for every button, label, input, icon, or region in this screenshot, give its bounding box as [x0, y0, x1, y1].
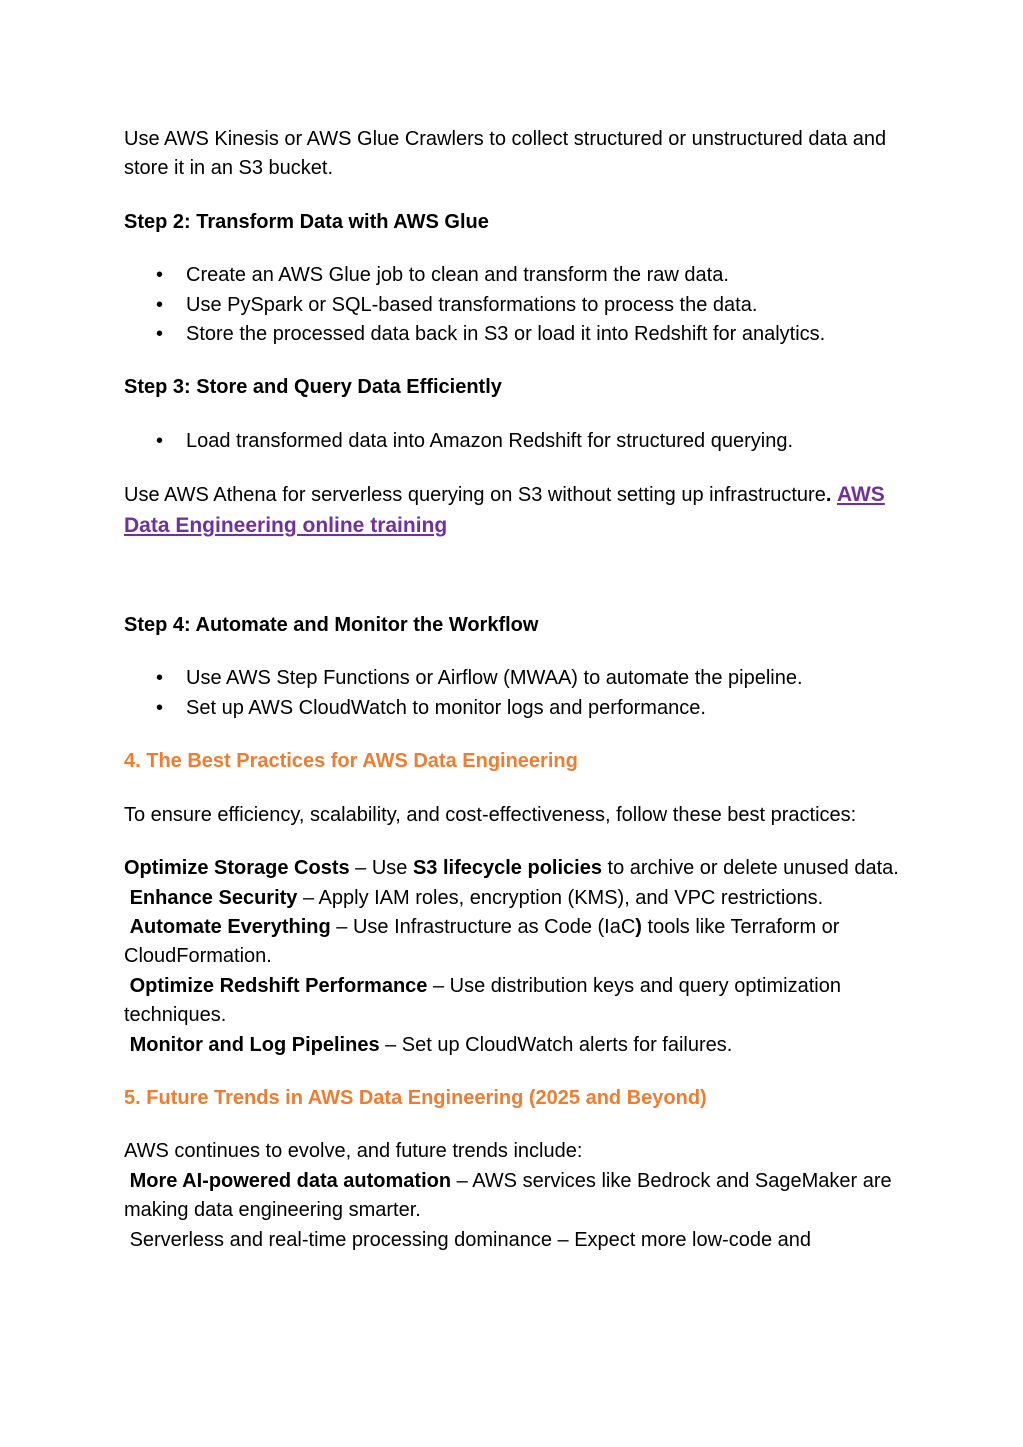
list-item: • Store the processed data back in S3 or load it into Redshift for analytics.	[124, 320, 914, 349]
list-item: • Use PySpark or SQL-based transformations to process the data.	[124, 291, 914, 320]
practice-redshift: Optimize Redshift Performance – Use distribution keys and query optimization techniques.	[124, 974, 841, 1027]
step-3-list	[124, 427, 914, 456]
practice-storage: Optimize Storage Costs – Use S3 lifecycle policies to archive or delete unused data.	[124, 857, 899, 880]
practice-automate: Automate Everything – Use Infrastructure as Code (IaC) tools like Terraform or CloudFormation.	[124, 915, 840, 968]
document-body	[124, 125, 914, 1255]
trend-serverless: Serverless and real-time processing dominance – Expect more low-code and	[129, 1228, 812, 1251]
bullet-icon: •	[156, 429, 164, 452]
step-3-heading: Step 3: Store and Query Data Efficiently	[124, 376, 502, 399]
step-4-heading: Step 4: Automate and Monitor the Workflow	[124, 614, 539, 637]
step-4-list	[124, 664, 914, 723]
section-5-intro: AWS continues to evolve, and future trends include:	[124, 1140, 583, 1163]
section-5-heading: 5. Future Trends in AWS Data Engineering (2025 and Beyond)	[124, 1086, 707, 1109]
bullet-icon: •	[156, 323, 164, 346]
bullet-icon: •	[156, 696, 164, 719]
list-item: • Load transformed data into Amazon Redshift for structured querying.	[124, 427, 914, 456]
bullet-icon: •	[156, 264, 164, 287]
list-item: • Use AWS Step Functions or Airflow (MWAA) to automate the pipeline.	[124, 664, 914, 693]
list-item: • Create an AWS Glue job to clean and transform the raw data.	[124, 261, 914, 290]
intro-paragraph: Use AWS Kinesis or AWS Glue Crawlers to collect structured or unstructured data and store it in an S3 bucket.	[124, 128, 887, 180]
bullet-icon: •	[156, 667, 164, 690]
trend-ai: More AI-powered data automation – AWS services like Bedrock and SageMaker are making data engineering smarter.	[124, 1169, 892, 1222]
step-2-heading: Step 2: Transform Data with AWS Glue	[124, 210, 489, 233]
section-4-intro: To ensure efficiency, scalability, and cost-effectiveness, follow these best practices:	[124, 803, 857, 826]
practice-security: Enhance Security – Apply IAM roles, encryption (KMS), and VPC restrictions.	[129, 886, 824, 909]
step-2-list	[124, 261, 914, 349]
bullet-icon: •	[156, 293, 164, 316]
practice-monitor: Monitor and Log Pipelines – Set up CloudWatch alerts for failures.	[129, 1033, 733, 1056]
list-item: • Set up AWS CloudWatch to monitor logs and performance.	[124, 694, 914, 723]
training-link[interactable]: AWS Data Engineering online training	[124, 483, 885, 537]
athena-paragraph: Use AWS Athena for serverless querying on S3 without setting up infrastructure. AWS Data Engineering online training	[124, 483, 885, 537]
section-4-heading: 4. The Best Practices for AWS Data Engineering	[124, 750, 578, 773]
